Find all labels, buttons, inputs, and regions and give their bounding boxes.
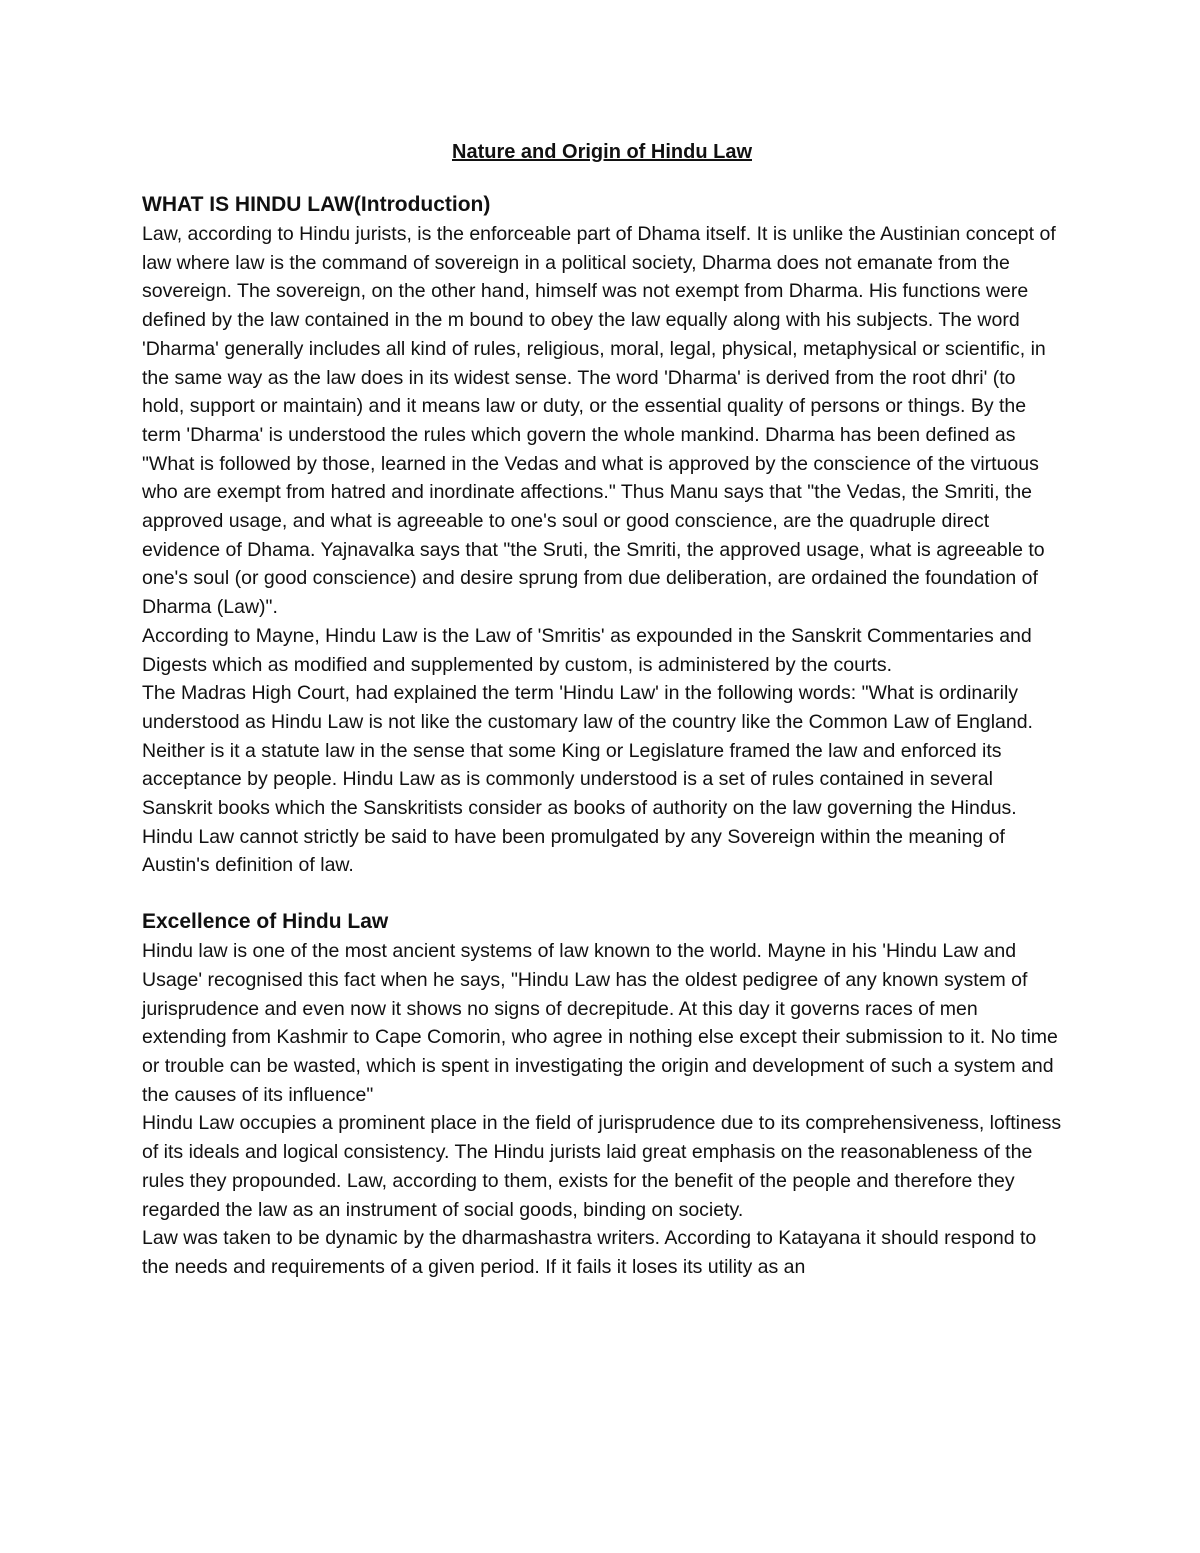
paragraph: Law, according to Hindu jurists, is the enforceable part of Dhama itself. It is unlike the Austinian concept of law where law is the command of sovereign in a political society, Dharma does not emanate from the sovereign. The sovereign, on the other hand, himself was not exempt from Dharma. His functions were defined by the law contained in the m bound to obey the law equally along with his subjects. The word 'Dharma' generally includes all kind of rules, religious, moral, legal, physical, metaphysical or scientific, in the same way as the law does in its widest sense. The word 'Dharma' is derived from the root dhri' (to hold, support or maintain) and it means law or duty, or the essential quality of persons or things. By the term 'Dharma' is understood the rules which govern the whole mankind. Dharma has been defined as "What is followed by those, learned in the Vedas and what is approved by the conscience of the virtuous who are exempt from hatred and inordinate affections." Thus Manu says that "the Vedas, the Smriti, the approved usage, and what is agreeable to one's soul or good conscience, are the quadruple direct evidence of Dhama. Yajnavalka says that "the Sruti, the Smriti, the approved usage, what is agreeable to one's soul (or good conscience) and desire sprung from due deliberation, are ordained the foundation of Dharma (Law)". xyxy=(142,223,1056,619)
paragraph: Hindu Law occupies a prominent place in the field of jurisprudence due to its comprehensiveness, loftiness of its ideals and logical consistency. The Hindu jurists laid great emphasis on the reasonableness of the rules they propounded. Law, according to them, exists for the benefit of the people and therefore they regarded the law as an instrument of social goods, binding on society. xyxy=(142,1112,1062,1221)
section-heading: WHAT IS HINDU LAW(Introduction) xyxy=(142,193,491,216)
section-spacer xyxy=(142,880,1062,907)
document-body xyxy=(142,138,1062,1282)
document-title: Nature and Origin of Hindu Law xyxy=(452,141,752,163)
section-excellence-of-hindu-law xyxy=(142,907,1062,1281)
paragraph: Hindu Law cannot strictly be said to have been promulgated by any Sovereign within the meaning of Austin's definition of law. xyxy=(142,825,1005,877)
section-what-is-hindu-law xyxy=(142,190,1062,880)
section-heading: Excellence of Hindu Law xyxy=(142,910,389,934)
paragraph: Law was taken to be dynamic by the dharmashastra writers. According to Katayana it should respond to the needs and requirements of a given period. If it fails it loses its utility as an xyxy=(142,1227,1037,1278)
paragraph: Hindu law is one of the most ancient systems of law known to the world. Mayne in his 'Hindu Law and Usage' recognised this fact when he says, "Hindu Law has the oldest pedigree of any known system of jurisprudence and even now it shows no signs of decrepitude. At this day it governs races of men extending from Kashmir to Cape Comorin, who agree in nothing else except their submission to it. No time or trouble can be wasted, which is spent in investigating the origin and development of such a system and the causes of its influence" xyxy=(142,940,1058,1106)
paragraph: According to Mayne, Hindu Law is the Law of 'Smritis' as expounded in the Sanskrit Commentaries and Digests which as modified and supplemented by custom, is administered by the courts. xyxy=(142,624,1032,676)
paragraph: The Madras High Court, had explained the term 'Hindu Law' in the following words: "What is ordinarily understood as Hindu Law is not like the customary law of the country like the Common Law of England. Neither is it a statute law in the sense that some King or Legislature framed the law and enforced its acceptance by people. Hindu Law as is commonly understood is a set of rules contained in several Sanskrit books which the Sanskritists consider as books of authority on the law governing the Hindus. xyxy=(142,682,1033,820)
